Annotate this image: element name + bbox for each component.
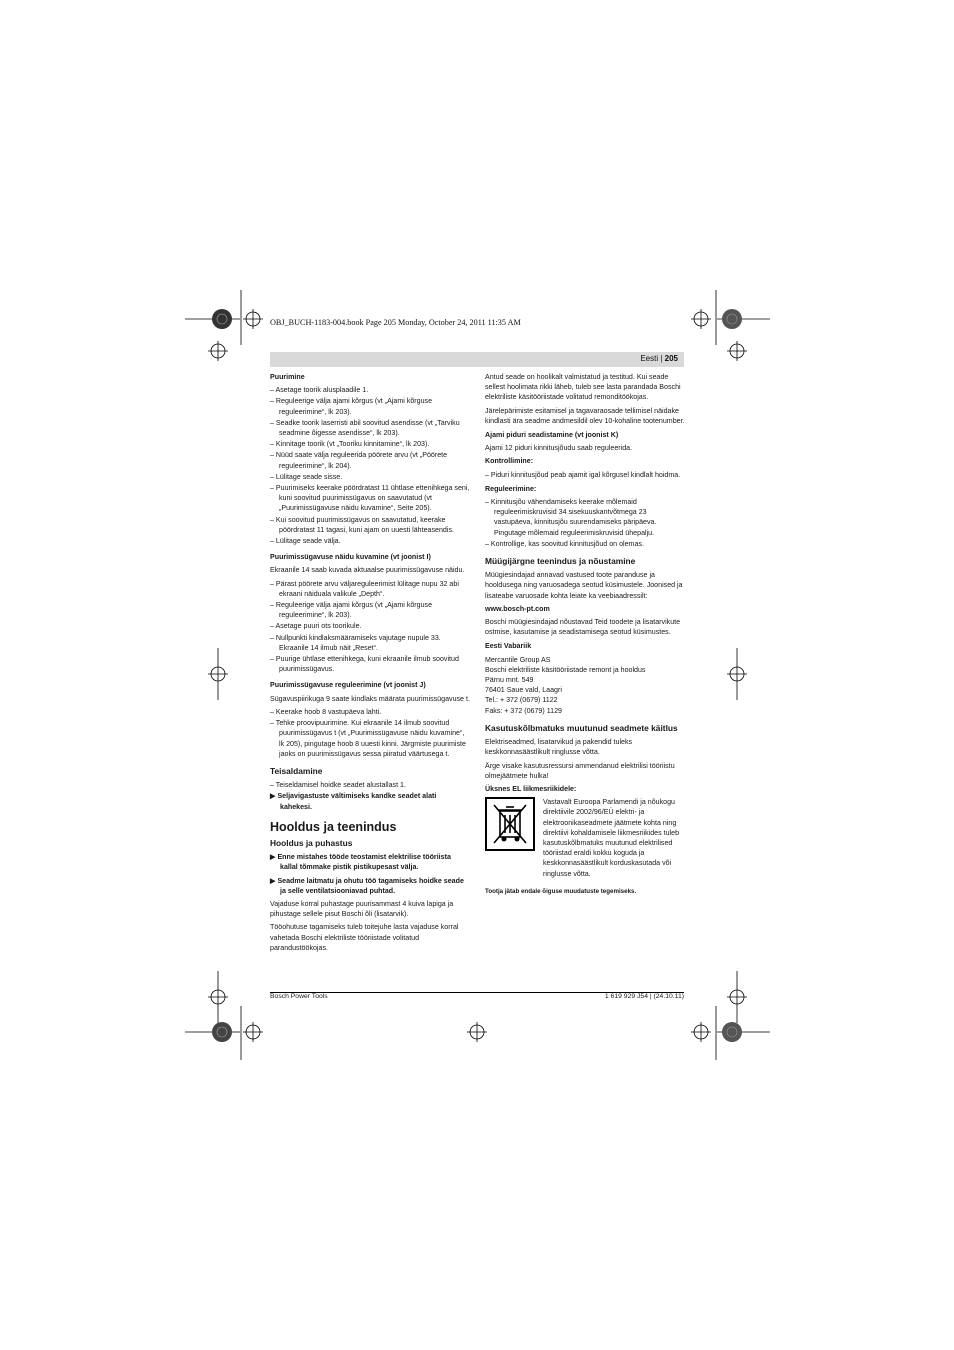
weee-text: Vastavalt Euroopa Parlamendi ja nõukogu direktiivile 2002/96/EÜ elektri- ja elektroonikaseadmete jäätmete kohta ning direktiivi kohaldamisele liikmesriikides tuleb kasutuskõlbmatuks muutunud elektrilised tööriistad eraldi kokku koguda ja keskkonnasäästlikult korduskasutada või ringlusse võtta. bbox=[543, 798, 680, 878]
paragraph: Antud seade on hoolikalt valmistatud ja testitud. Kui seade sellest hoolimata rikki läheb, tuleb see lasta parandada Boschi elektriliste käsitööriistade volitatud remonditöökojas. bbox=[485, 373, 681, 402]
paragraph: Boschi müügiesindajad nõustavad Teid toodete ja lisatarvikute ostmise, kasutamise ja seadistamisega seotud küsimustes. bbox=[485, 618, 681, 637]
page-number: 205 bbox=[664, 354, 678, 363]
list-item: – Tehke proovipuurimine. Kui ekraanile 14 ilmub soovitud puurimissügavus t (vt „Puurimissügavuse näidu kuvamine“, lk 205), pingutage hoob 8 uuesti kinni. Järgmiste puurimiste jaoks on puurimissügavus sessa piiratud väärtusega t. bbox=[270, 719, 466, 758]
list-item: – Puurige ühtlase ettenihkega, kuni ekraanile ilmub soovitud puurimissügavus. bbox=[270, 655, 459, 674]
list-item: – Seadke toorik laserristi abil soovitud asendisse (vt „Tarviku seadmine õigesse asendisse“, lk 203). bbox=[270, 418, 460, 438]
section-title: Kontrollimine: bbox=[485, 457, 534, 466]
list-item: – Asetage toorik alusplaadile 1. bbox=[270, 386, 369, 395]
section-title: Müügijärgne teenindus ja nõustamine bbox=[485, 556, 636, 567]
paragraph: Vajaduse korral puhastage puurisammast 4 kuiva lapiga ja pihustage sellele pisut Boschi õli (lisatarvik). bbox=[270, 899, 454, 919]
left-column bbox=[270, 372, 470, 956]
paragraph: Järelepärimiste esitamisel ja tagavaraosade tellimisel näidake kindlasti ära seadme andmesildil olev 10-kohaline tootenumber. bbox=[485, 406, 685, 425]
address-line: Tel.: + 372 (0679) 1122 bbox=[485, 696, 558, 705]
section-title: Puurimine bbox=[270, 373, 305, 381]
weee-block bbox=[485, 797, 685, 879]
section-title: Hooldus ja puhastus bbox=[270, 837, 353, 848]
list-item: – Keerake hoob 8 vastupäeva lahti. bbox=[270, 707, 382, 716]
section-title: Reguleerimine: bbox=[485, 484, 537, 493]
list-item: – Nüüd saate välja reguleerida pöörete arvu (vt „Pöörete reguleerimine“, lk 204). bbox=[270, 451, 448, 470]
page-header: Eesti | 205 bbox=[270, 352, 684, 367]
section-title: Eesti Vabariik bbox=[485, 642, 532, 651]
paragraph: Müügiesindajad annavad vastused toote paranduse ja hooldusega ning varuosadega seotud küsimustele. Joonised ja lisateabe varuosade kohta leiate ka veebiaadressilt: bbox=[485, 571, 683, 600]
list-item: – Kontrollige, kas soovitud kinnitusjõud on olemas. bbox=[485, 539, 644, 548]
list-item: – Reguleerige välja ajami kõrgus (vt „Ajami kõrguse reguleerimine“, lk 203). bbox=[270, 397, 433, 416]
section-title: Puurimissügavuse näidu kuvamine (vt joonist I) bbox=[270, 553, 431, 562]
list-item: – Kui soovitud puurimissügavus on saavutatud, keerake pöördratast 11 tagasi, kuni ajam on uuesti lähteasendis. bbox=[270, 515, 454, 534]
section-title: Kasutuskõlbmatuks muutunud seadmete käitlus bbox=[485, 722, 678, 733]
paragraph: Sügavuspiirikuga 9 saate kindlaks määrata puurimissügavuse t. bbox=[270, 694, 470, 703]
list-item: – Kinnitage toorik (vt „Tooriku kinnitamine“, lk 203). bbox=[270, 440, 430, 449]
paragraph: Ekraanile 14 saab kuvada aktuaalse puurimissügavuse näidu. bbox=[270, 566, 465, 575]
section-title: Ajami piduri seadistamine (vt joonist K) bbox=[485, 431, 619, 440]
list-item: – Kinnitusjõu vähendamiseks keerake mõlemaid reguleerimiskruvisid 34 sisekuuskantvõtmega 23 vastupäeva, kinnitusjõu suurendamiseks päripäeva. Pingutage mõlemaid reguleerimiskruvisid ühepalju. bbox=[485, 498, 657, 537]
warning-item: ▶ Seadme laitmatu ja ohutu töö tagamiseks hoidke seade ja selle ventilatsiooniavad puhtad. bbox=[270, 876, 464, 895]
section-title: Teisaldamine bbox=[270, 765, 323, 776]
list-item: – Pärast pöörete arvu väljareguleerimist lülitage nupu 32 abi ekraani näiduala valikule „Depth“. bbox=[270, 579, 459, 598]
chapter-title: Hooldus ja teenindus bbox=[270, 819, 397, 834]
header-language: Eesti bbox=[640, 354, 659, 363]
crossed-bin-icon bbox=[485, 797, 535, 851]
list-item: – Reguleerige välja ajami kõrgus (vt „Ajami kõrguse reguleerimine“, lk 203). bbox=[270, 601, 433, 620]
right-column bbox=[485, 372, 685, 900]
address-line: Mercantile Group AS bbox=[485, 655, 551, 664]
address-line: Faks: + 372 (0679) 1129 bbox=[485, 706, 562, 715]
paragraph: Tööohutuse tagamiseks tuleb toitejuhe lasta vajaduse korral vahetada Boschi elektriliste tööriistade volitatud parandustöökojas. bbox=[270, 923, 459, 952]
paragraph: Ärge visake kasutusressursi ammendanud elektrilisi tööriistu olmejäätmete hulka! bbox=[485, 761, 675, 780]
puurimine-list bbox=[270, 385, 470, 546]
section-title: Puurimissügavuse reguleerimine (vt joonist J) bbox=[270, 681, 426, 690]
address-block bbox=[485, 655, 685, 716]
address-line: Boschi elektriliste käsitööriistade remont ja hooldus bbox=[485, 665, 646, 674]
footer-brand: Bosch Power Tools bbox=[270, 993, 328, 1000]
paragraph: Elektriseadmed, lisatarvikud ja pakendid tuleks keskkonnasäästlikult ringlusse võtta. bbox=[485, 738, 633, 757]
list-item: – Lülitage seade sisse. bbox=[270, 472, 343, 481]
list-item: – Piduri kinnitusjõud peab ajamit igal kõrgusel kindlalt hoidma. bbox=[485, 470, 681, 479]
paragraph: Ajami 12 piduri kinnitusjõudu saab reguleerida. bbox=[485, 444, 633, 453]
address-line: 76401 Saue vald, Laagri bbox=[485, 686, 562, 695]
list-item: – Lülitage seade välja. bbox=[270, 537, 341, 546]
book-info-line: OBJ_BUCH-1183-004.book Page 205 Monday, October 24, 2011 11:35 AM bbox=[270, 318, 521, 327]
section-title: Üksnes EL liikmesriikidele: bbox=[485, 784, 577, 793]
list-item: – Teiseldamisel hoidke seadet alustallast 1. bbox=[270, 781, 406, 790]
list-item: – Asetage puuri ots toorikule. bbox=[270, 622, 362, 631]
warning-item: ▶ Enne mistahes tööde teostamist elektrilise tööriista kallal tõmmake pistik pistikupesast välja. bbox=[270, 853, 451, 872]
list-item: – Puurimiseks keerake pöördratast 11 ühtlase ettenihkega seni, kuni soovitud puurimissügavus on saavutatud (vt „Puurimissügavuse näidu kuvamine“, Seite 205). bbox=[270, 484, 470, 513]
website-link[interactable]: www.bosch-pt.com bbox=[485, 604, 550, 613]
address-line: Pärnu mnt. 549 bbox=[485, 676, 534, 685]
disclaimer: Tootja jätab endale õiguse muudatuste tegemiseks. bbox=[485, 887, 637, 895]
footer-docnumber: 1 619 929 J54 | (24.10.11) bbox=[604, 993, 684, 1000]
list-item: – Nullpunkti kindlaksmääramiseks vajutage nupule 33. Ekraanile 14 ilmub näit „Reset“. bbox=[270, 633, 441, 652]
warning-item: ▶ Seljavigastuste vältimiseks kandke seadet alati kahekesi. bbox=[270, 792, 437, 811]
